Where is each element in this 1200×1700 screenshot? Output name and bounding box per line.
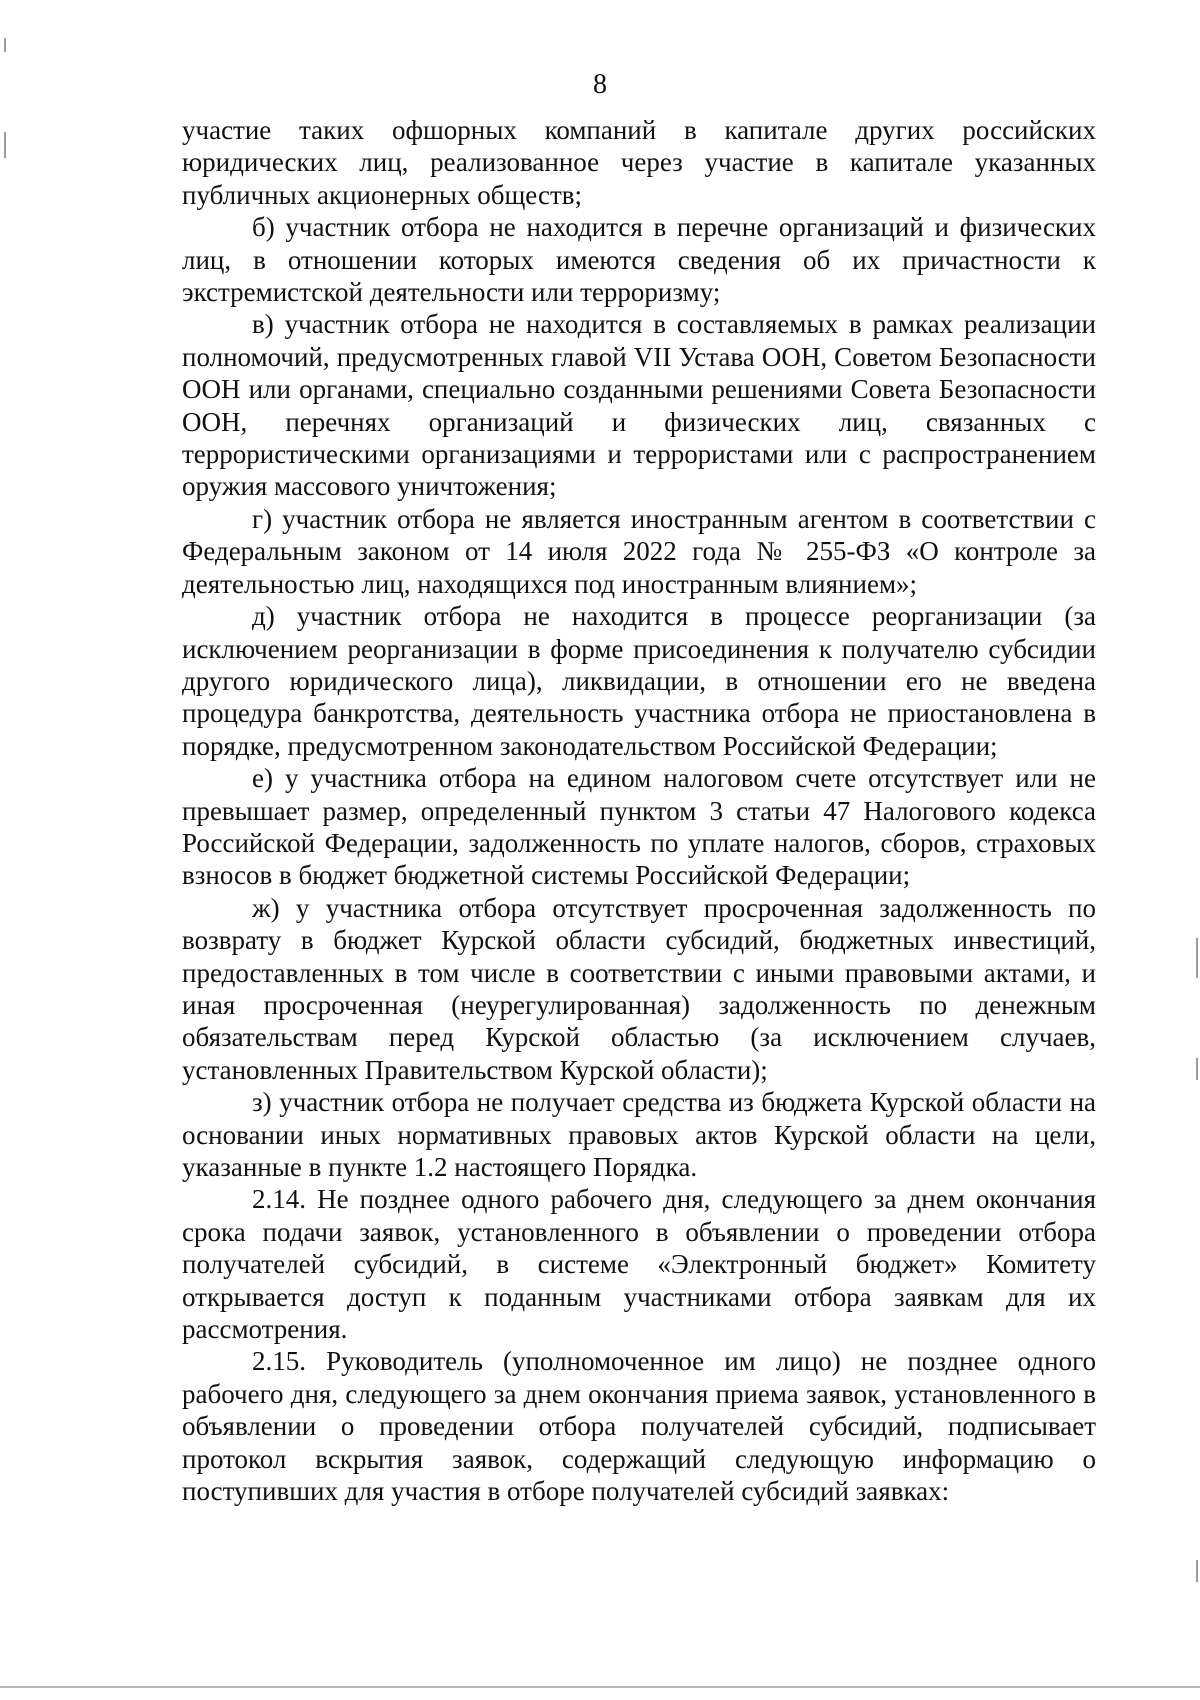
paragraph-item-g: г) участник отбора не является иностранным агентом в соответствии с Федеральным законом от 14 июля 2022 года № 255-ФЗ «О контроле за деятельностью лиц, находящихся под иностранным влиянием»; xyxy=(182,503,1096,599)
paragraph-item-z: з) участник отбора не получает средства из бюджета Курской области на основании иных нормативных правовых актов Курской области на цели, указанные в пункте 1.2 настоящего Порядка. xyxy=(182,1087,1096,1182)
paragraph-item-d: д) участник отбора не находится в процессе реорганизации (за исключением реорганизации в форме присоединения к получателю субсидии другого юридического лица), ликвидации, в отношении его не введена процедура банкротства, деятельность участника отбора не приостановлена в порядке, предусмотренном законодательством Российской Федерации; xyxy=(182,601,1096,761)
paragraph-item-e: е) у участника отбора на едином налоговом счете отсутствует или не превышает размер, определенный пунктом 3 статьи 47 Налогового кодекса Российской Федерации, задолженность по уплате налогов, сборов, страховых взносов в бюджет бюджетной системы Российской Федерации; xyxy=(182,763,1096,891)
paragraph-clause-2-15: 2.15. Руководитель (уполномоченное им лицо) не позднее одного рабочего дня, следующего за днем окончания приема заявок, установленного в объявлении о проведении отбора получателей субсидий, подписывает протокол вскрытия заявок, содержащий следующую информацию о поступивших для участия в отборе получателей субсидий заявках: xyxy=(182,1346,1096,1507)
scan-edge-mark-right-lower xyxy=(1196,1058,1198,1080)
scan-edge-mark-right-middle xyxy=(1196,938,1198,978)
paragraph-item-v: в) участник отбора не находится в составляемых в рамках реализации полномочий, предусмотренных главой VII Устава ООН, Советом Безопасности ООН или органами, специально созданными решениями Совета Безопасности ООН, перечнях организаций и физических лиц, связанных с террористическими организациями и террористами или с распространением оружия массового уничтожения; xyxy=(182,309,1096,502)
paragraph-item-b: б) участник отбора не находится в перечне организаций и физических лиц, в отношении которых имеются сведения об их причастности к экстремистской деятельности или терроризму; xyxy=(182,212,1096,308)
scan-bottom-border xyxy=(0,1686,1200,1688)
scan-edge-mark-right-bottom xyxy=(1196,1560,1198,1582)
paragraph-item-zh: ж) у участника отбора отсутствует просроченная задолженность по возврату в бюджет Курской области субсидий, бюджетных инвестиций, предоставленных в том числе в соответствии с иными правовыми актами, и иная просроченная (неурегулированная) задолженность по денежным обязательствам перед Курской областью (за исключением случаев, установленных Правительством Курской области); xyxy=(182,892,1096,1085)
paragraph-clause-2-14: 2.14. Не позднее одного рабочего дня, следующего за днем окончания срока подачи заявок, установленного в объявлении о проведении отбора получателей субсидий, в системе «Электронный бюджет» Комитету открывается доступ к поданным участниками отбора заявкам для их рассмотрения. xyxy=(182,1184,1096,1345)
document-body xyxy=(182,114,1096,1507)
scan-edge-mark-left-top xyxy=(4,38,6,52)
page-number: 8 xyxy=(593,69,607,100)
scan-edge-mark-left-upper xyxy=(4,132,6,158)
paragraph-continuation: участие таких офшорных компаний в капитале других российских юридических лиц, реализованное через участие в капитале указанных публичных акционерных обществ; xyxy=(182,115,1096,210)
